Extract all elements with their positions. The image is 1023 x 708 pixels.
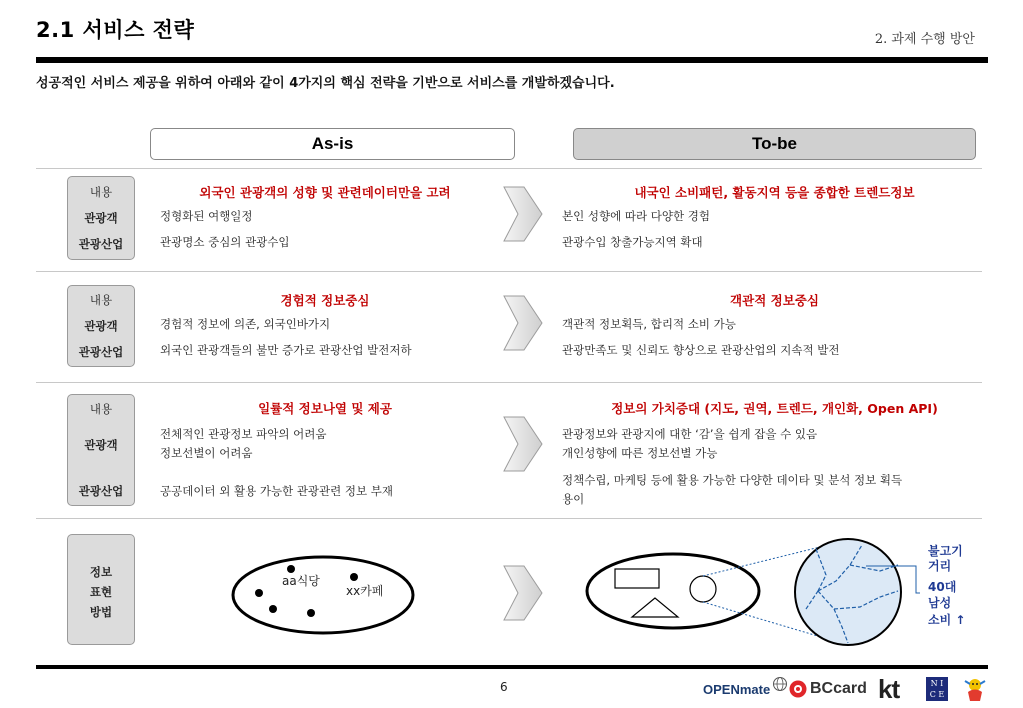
tobe-line: 본인 성향에 따라 다양한 경험: [562, 209, 710, 223]
label-tourist: 관광객: [84, 319, 118, 333]
place-dot: [255, 589, 263, 597]
chevron-arrow-icon: [500, 183, 546, 245]
asis-heading: 외국인 관광객의 성향 및 관련데이터만을 고려: [199, 185, 451, 200]
row-separator: [36, 382, 982, 383]
label-content: 내용: [89, 402, 113, 416]
label-industry: 관광산업: [78, 345, 124, 359]
legend-line: 불고기: [928, 544, 963, 558]
tobe-header: To-be: [573, 128, 976, 160]
label-info-3: 방법: [89, 605, 113, 619]
tobe-line: 관광수입 창출가능지역 확대: [562, 235, 703, 249]
nice-logo-bottom: C E: [929, 690, 945, 699]
chevron-arrow-icon: [500, 413, 546, 475]
chevron-arrow-icon: [500, 292, 546, 354]
asis-line: 전체적인 관광정보 파악의 어려움: [160, 427, 327, 441]
chevron-arrow-icon: [500, 562, 546, 624]
asis-header: As-is: [150, 128, 515, 160]
bccard-logo: [789, 674, 867, 704]
row-separator: [36, 518, 982, 519]
legend-line: 40대: [928, 580, 957, 594]
intro-text: 성공적인 서비스 제공을 위하여 아래와 같이 4가지의 핵심 전략을 기반으로 서비스를 개발하겠습니다.: [36, 76, 615, 91]
label-content: 내용: [89, 185, 113, 199]
nice-logo: [926, 674, 948, 704]
page-number: 6: [500, 680, 508, 694]
page-title: 2.1 서비스 전략: [36, 18, 195, 42]
label-tourist: 관광객: [84, 211, 118, 225]
place-tag-restaurant: aa식당: [282, 574, 320, 588]
row-label-box: [67, 176, 135, 260]
label-content: 내용: [89, 293, 113, 307]
asis-heading: 경험적 정보중심: [280, 293, 370, 308]
tobe-heading: 내국인 소비패턴, 활동지역 등을 종합한 트렌드정보: [634, 185, 915, 200]
kt-logo: kt: [878, 673, 900, 704]
bccard-mark-icon: [789, 680, 807, 698]
label-info-2: 표현: [89, 585, 113, 599]
place-tag-cafe: xx카페: [346, 584, 384, 598]
asis-dot-map: [228, 552, 418, 638]
row-label-box: [67, 534, 135, 645]
asis-line: 경험적 정보에 의존, 외국인바가지: [160, 317, 331, 331]
bottom-rule: [36, 665, 988, 669]
place-dot: [307, 609, 315, 617]
row-separator: [36, 168, 982, 169]
asis-line: 공공데이터 외 활용 가능한 관광관련 정보 부재: [160, 484, 394, 498]
openmate-logo-text: OPENmate: [703, 681, 771, 697]
top-rule: [36, 57, 988, 63]
tobe-line: 관광정보와 관광지에 대한 ‘감’을 쉽게 잡을 수 있음: [562, 427, 818, 441]
tobe-zoom-diagram: [580, 535, 920, 660]
mascot-logo: [962, 674, 988, 704]
label-tourist: 관광객: [84, 438, 118, 452]
asis-line: 정형화된 여행일정: [160, 209, 253, 223]
legend-line: 소비 ↑: [928, 613, 966, 627]
place-dot: [269, 605, 277, 613]
asis-line: 관광명소 중심의 관광수입: [160, 235, 290, 249]
asis-line: 외국인 관광객들의 불만 증가로 관광산업 발전저하: [160, 343, 412, 357]
label-industry: 관광산업: [78, 237, 124, 251]
globe-icon: [772, 676, 788, 692]
legend-line: 남성: [928, 596, 952, 610]
tobe-line: 정책수립, 마케팅 등에 활용 가능한 다양한 데이타 및 분석 정보 획득: [562, 473, 903, 487]
row-separator: [36, 271, 982, 272]
nice-logo-top: N I: [930, 679, 944, 688]
label-info-1: 정보: [89, 565, 113, 579]
row-label-box: [67, 394, 135, 506]
mascot-icon: [962, 675, 988, 703]
tobe-line: 객관적 정보획득, 합리적 소비 가능: [562, 317, 736, 331]
place-dot: [350, 573, 358, 581]
tobe-line: 용이: [562, 492, 585, 506]
row-label-box: [67, 285, 135, 367]
tobe-heading: 정보의 가치증대 (지도, 권역, 트렌드, 개인화, Open API): [611, 401, 938, 416]
asis-line: 정보선별이 어려움: [160, 446, 253, 460]
section-label: 2. 과제 수행 방안: [874, 32, 975, 47]
tobe-heading: 객관적 정보중심: [730, 293, 819, 308]
asis-heading: 일률적 정보나열 및 제공: [258, 401, 392, 416]
label-industry: 관광산업: [78, 484, 124, 498]
openmate-logo: [703, 674, 788, 704]
legend-line: 거리: [928, 559, 952, 573]
tobe-line: 관광만족도 및 신뢰도 향상으로 관광산업의 지속적 발전: [562, 343, 840, 357]
bccard-logo-text: BCcard: [810, 680, 867, 697]
tobe-line: 개인성향에 따른 정보선별 가능: [562, 446, 718, 460]
